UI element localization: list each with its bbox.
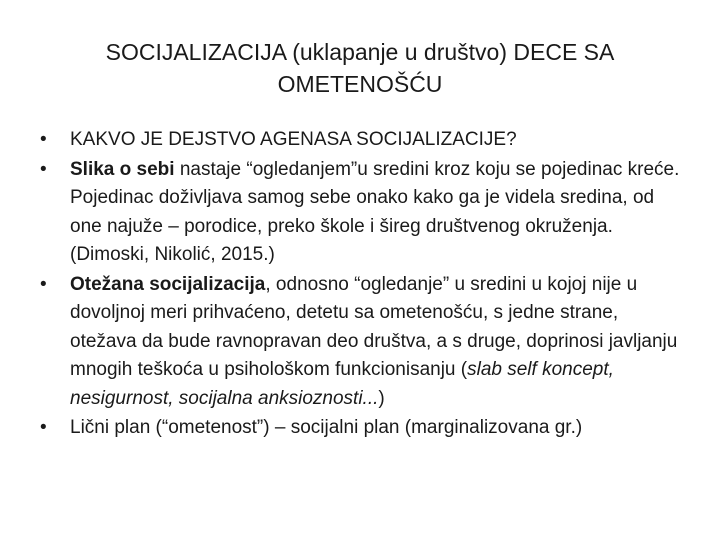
title-line-1: SOCIJALIZACIJA (uklapanje u društvo) DECE SA: [105, 39, 615, 65]
title-line-2: OMETENOŠĆU: [277, 71, 443, 97]
bullet-text: KAKVO JE DEJSTVO AGENASA SOCIJALIZACIJE?: [70, 129, 517, 150]
bullet-item-self-image: [38, 156, 688, 270]
bullet-bold-term: Otežana socijalizacija: [70, 273, 266, 295]
bullet-item-personal-social-plan: [38, 414, 688, 443]
bullet-list: [38, 126, 688, 444]
bullet-text-end: ): [378, 387, 385, 409]
bullet-item-difficult-socialization: [38, 271, 688, 414]
bullet-icon: •: [40, 129, 47, 150]
bullet-text: , odnosno “ogledanje” u sredini u kojoj nije u dovoljnoj meri prihvaćeno, detetu sa ometenošću, s jedne strane, otežava da bude ravnopravan deo društva, a s druge, doprinosi javljanju mnogih teškoća u psihološkom funkcionisanju (: [70, 273, 678, 380]
bullet-italic-text: slab self koncept, nesigurnost, socijalna anksioznosti...: [70, 359, 614, 409]
bullet-icon: •: [40, 417, 47, 438]
bullet-icon: •: [40, 273, 47, 295]
bullet-text: nastaje “ogledanjem”u sredini kroz koju se pojedinac kreće. Pojedinac doživljava samog sebe onako kako ga je videla sredina, od one najuže – porodice, preko škole i šireg društvenog okruženja. (Dimoski, Nikolić, 2015.): [70, 158, 680, 265]
bullet-text: Lični plan (“ometenost”) – socijalni plan (marginalizovana gr.): [70, 417, 583, 438]
slide-title: [60, 36, 660, 100]
bullet-bold-term: Slika o sebi: [70, 158, 175, 180]
bullet-item-agents: [38, 126, 688, 155]
bullet-icon: •: [40, 158, 47, 180]
